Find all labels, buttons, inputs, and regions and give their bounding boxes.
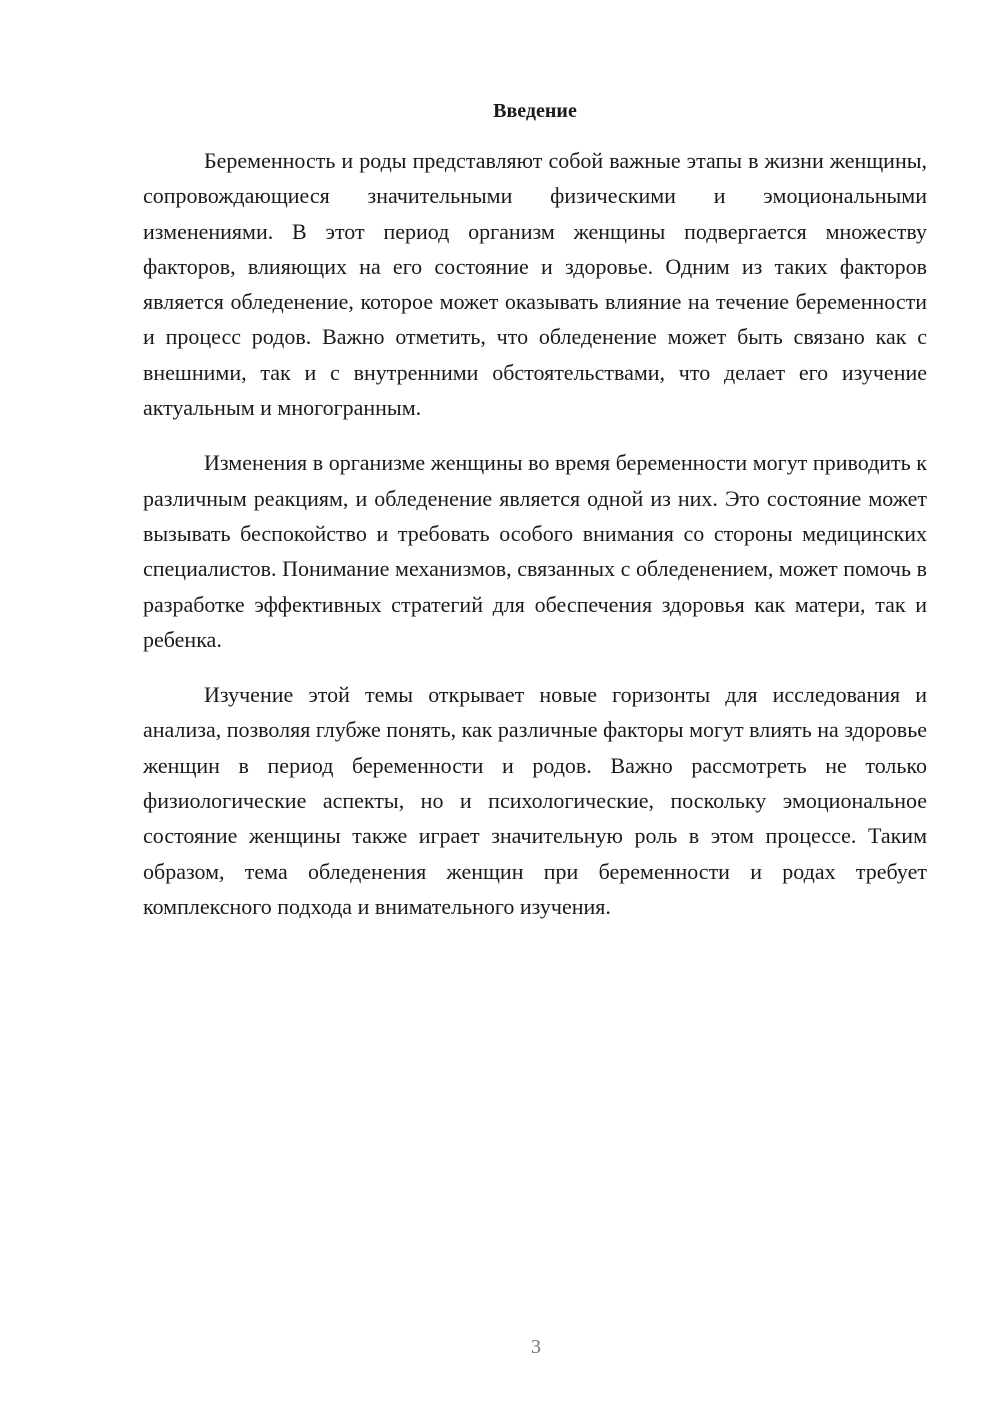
paragraph-2: Изменения в организме женщины во время беременности могут приводить к различным реакциям, и обледенение является одной из них. Это состояние может вызывать беспокойство и требовать особого внимания со стороны медицинских специалистов. Понимание механизмов, связанных с обледенением, может помочь в разработке эффективных стратегий для обеспечения здоровья как матери, так и ребенка.: [143, 450, 927, 652]
page-title: Введение: [493, 100, 577, 122]
paragraph-1: Беременность и роды представляют собой важные этапы в жизни женщины, сопровождающиеся значительными физическими и эмоциональными изменениями. В этот период организм женщины подвергается множеству факторов, влияющих на его состояние и здоровье. Одним из таких факторов является обледенение, которое может оказывать влияние на течение беременности и процесс родов. Важно отметить, что обледенение может быть связано как с внешними, так и с внутренними обстоятельствами, что делает его изучение актуальным и многогранным.: [143, 148, 927, 421]
paragraph-3: Изучение этой темы открывает новые горизонты для исследования и анализа, позволяя глубже понять, как различные факторы могут влиять на здоровье женщин в период беременности и родов. Важно рассмотреть не только физиологические аспекты, но и психологические, поскольку эмоциональное состояние женщины также играет значительную роль в этом процессе. Таким образом, тема обледенения женщин при беременности и родах требует комплексного подхода и внимательного изучения.: [143, 682, 927, 919]
body-text: [143, 143, 927, 944]
page-number: 3: [531, 1336, 541, 1358]
